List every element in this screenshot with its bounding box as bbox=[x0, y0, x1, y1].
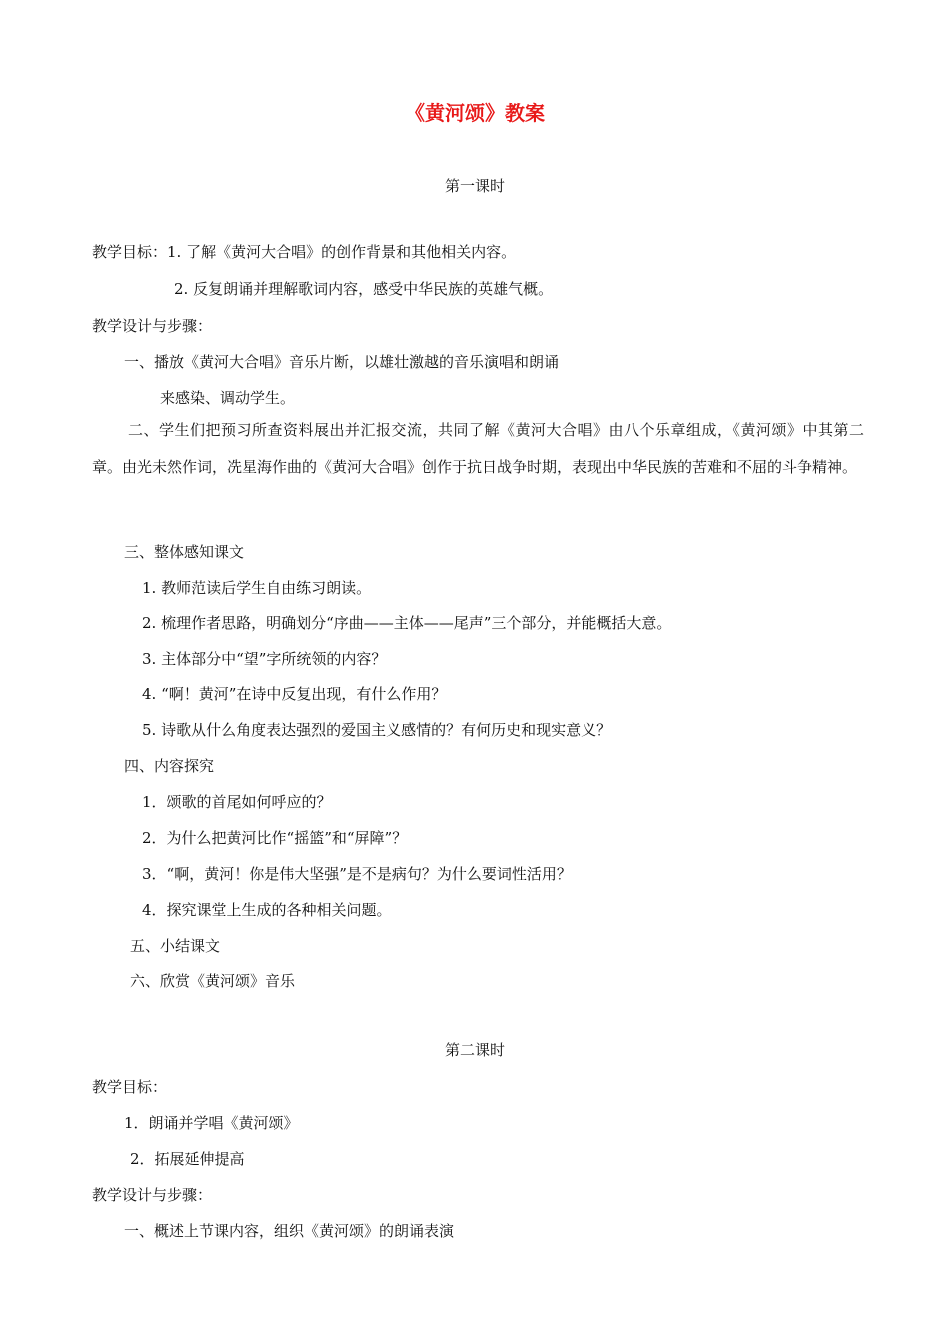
lesson1-objective-1: 教学目标：1. 了解《黄河大合唱》的创作背景和其他相关内容。 bbox=[92, 243, 517, 261]
lesson2-objectives-label: 教学目标： bbox=[92, 1078, 168, 1096]
lesson2-heading: 第二课时 bbox=[444, 1041, 505, 1059]
lesson1-step3: 三、整体感知课文 bbox=[124, 543, 245, 561]
lesson1-heading: 第一课时 bbox=[444, 177, 505, 195]
document-title: 《黄河颂》教案 bbox=[405, 101, 545, 125]
lesson2-objective-2: 2．拓展延伸提高 bbox=[130, 1150, 245, 1168]
lesson1-step1-line2: 来感染、调动学生。 bbox=[160, 389, 296, 407]
lesson1-design-label: 教学设计与步骤： bbox=[92, 317, 213, 335]
lesson1-step3-item-5: 5. 诗歌从什么角度表达强烈的爱国主义感情的？有何历史和现实意义？ bbox=[142, 721, 612, 739]
lesson2-design-label: 教学设计与步骤： bbox=[92, 1186, 213, 1204]
lesson1-step6: 六、欣赏《黄河颂》音乐 bbox=[130, 972, 296, 990]
lesson1-step4-item-4: 4．探究课堂上生成的各种相关问题。 bbox=[142, 901, 392, 919]
lesson1-step3-item-4: 4. “啊！黄河”在诗中反复出现，有什么作用？ bbox=[142, 685, 447, 703]
lesson1-step4-item-1: 1．颂歌的首尾如何呼应的？ bbox=[142, 793, 332, 811]
lesson1-step2-paragraph: 二、学生们把预习所查资料展出并汇报交流，共同了解《黄河大合唱》由八个乐章组成，《黄河颂》中其第二章。由光未然作词，冼星海作曲的《黄河大合唱》创作于抗日战争时期，表现出中华民族的苦难和不屈的斗争精神。 bbox=[92, 421, 864, 476]
lesson1-step3-item-2: 2. 梳理作者思路，明确划分“序曲——主体——尾声”三个部分，并能概括大意。 bbox=[142, 614, 672, 632]
lesson1-step4: 四、内容探究 bbox=[124, 757, 215, 775]
lesson1-step1-line1: 一、播放《黄河大合唱》音乐片断，以雄壮激越的音乐演唱和朗诵 bbox=[124, 353, 560, 371]
lesson1-step3-item-1: 1. 教师范读后学生自由练习朗读。 bbox=[142, 579, 372, 597]
lesson2-step1: 一、概述上节课内容，组织《黄河颂》的朗诵表演 bbox=[124, 1222, 455, 1240]
lesson1-step5: 五、小结课文 bbox=[130, 937, 221, 955]
lesson1-objective-2: 2. 反复朗诵并理解歌词内容，感受中华民族的英雄气概。 bbox=[174, 280, 554, 298]
lesson1-step3-item-3: 3. 主体部分中“望”字所统领的内容？ bbox=[142, 650, 387, 668]
lesson1-step4-item-2: 2．为什么把黄河比作“摇篮”和“屏障”？ bbox=[142, 829, 408, 847]
lesson1-step4-item-3: 3．“啊，黄河！你是伟大坚强”是不是病句？为什么要词性活用？ bbox=[142, 865, 572, 883]
lesson2-objective-1: 1．朗诵并学唱《黄河颂》 bbox=[124, 1114, 299, 1132]
